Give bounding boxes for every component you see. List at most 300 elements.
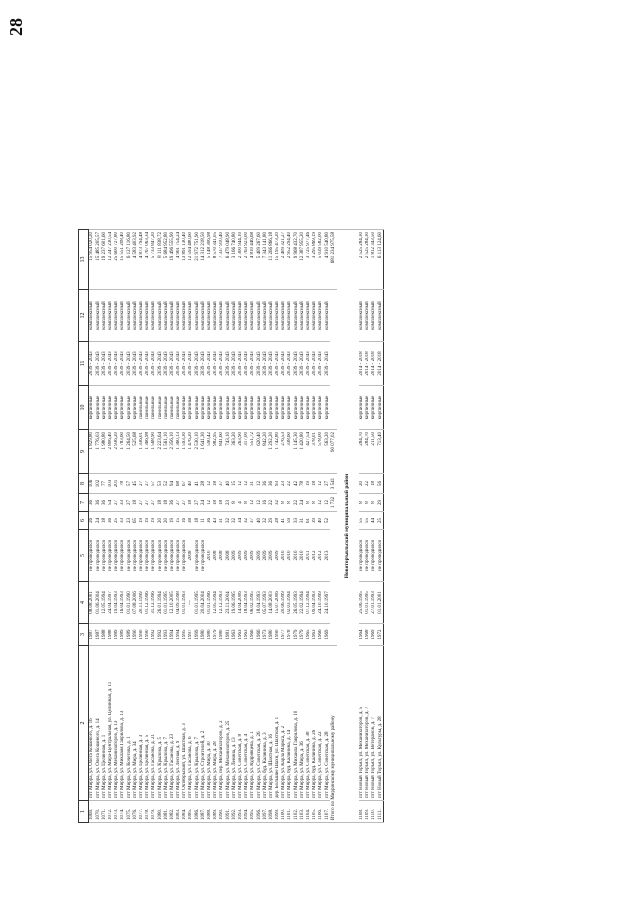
table-cell: пгт Мирра, буд. Калинина, д. 3: [262, 646, 268, 801]
table-cell: не проводился: [157, 530, 163, 582]
table-cell: комплексный: [365, 290, 371, 342]
table-cell: кирпичные: [318, 386, 324, 430]
table-cell: 2039 - 2043: [163, 342, 169, 386]
table-cell: 61: [306, 512, 312, 530]
table-cell: 19 496 555,90: [169, 230, 175, 290]
table-cell: 2039 - 2043: [219, 342, 225, 386]
table-cell: комплексный: [114, 290, 120, 342]
table-cell: 25: [377, 512, 384, 530]
table-cell: 1071.: [101, 801, 107, 823]
table-cell: пгт Мирра, буд. Калинина, д. 26: [312, 646, 318, 801]
table-cell: 2 525 284,30: [365, 230, 371, 290]
table-cell: 12.05.1994: [101, 582, 107, 624]
table-cell: 2039 - 2043: [225, 342, 231, 386]
table-cell: пгт Мирра, ул. Гасанова, д. 21: [151, 646, 157, 801]
table-cell: 2 763 923,00: [244, 230, 250, 290]
table-cell: 20: [163, 512, 169, 530]
table-cell: 18: [188, 494, 194, 512]
table-cell: 4 910 540,80: [324, 230, 330, 290]
table-cell: пгт Мирра, ул. Кудрявцева, д. 1: [250, 646, 256, 801]
section-heading-row: [337, 230, 359, 823]
table-cell: 2008: [213, 530, 219, 582]
table-cell: пгт Мирра, ул. Мира-Центральная, ул. Целинная, д. 11: [108, 646, 114, 801]
table-cell: 1086.: [194, 801, 200, 823]
table-cell: 19: [145, 512, 151, 530]
table-cell: 7 337 910,40: [219, 230, 225, 290]
table-cell: 27: [176, 494, 182, 512]
table-cell: 01.01.1990: [126, 582, 132, 624]
table-cell: 1977: [281, 624, 287, 646]
table-cell: 15.07.2006: [275, 582, 281, 624]
table-cell: комплексный: [238, 290, 244, 342]
table-cell: 1098.: [268, 801, 274, 823]
table-cell: 1980: [200, 624, 206, 646]
table-row: [89, 230, 96, 823]
table-cell: 8 111 838,72: [157, 230, 163, 290]
table-cell: —: [188, 582, 194, 624]
table-cell: 1990: [139, 624, 145, 646]
table-cell: 2039 - 2043: [120, 342, 126, 386]
table-cell: 4 873 794,48: [139, 230, 145, 290]
table-cell: 43: [213, 512, 219, 530]
table-cell: 1997: [188, 624, 194, 646]
table-cell: комплексный: [299, 290, 305, 342]
table-cell: 1 336,01: [139, 430, 145, 474]
table-cell: 15 195 473,20: [275, 230, 281, 290]
table-cell: кирпичные: [262, 386, 268, 430]
table-cell: 1074.: [120, 801, 126, 823]
table-cell: 2 300 944,10: [238, 230, 244, 290]
table-cell: 3 725 977,46: [306, 230, 312, 290]
table-cell: пгт Мирра, ул. Гасанова, д. 23: [169, 646, 175, 801]
column-number-3: 3: [79, 624, 89, 646]
table-cell: 52: [324, 512, 330, 530]
table-cell: кирпичные: [299, 386, 305, 430]
table-cell: 4 961 754,24: [176, 230, 182, 290]
table-cell: 18: [163, 494, 169, 512]
table-cell: 1104.: [306, 801, 312, 823]
table-cell: пгт Мирра, ул. Ленина, д. 13: [231, 646, 237, 801]
table-cell: 2039 - 2043: [318, 342, 324, 386]
table-cell: не проводился: [126, 530, 132, 582]
table-cell: комплексный: [145, 290, 151, 342]
table-cell: 2009: [262, 530, 268, 582]
table-cell: не проводился: [151, 530, 157, 582]
table-cell: 2039 - 2043: [250, 342, 256, 386]
table-cell: комплексный: [194, 290, 200, 342]
table-cell: 284,70: [365, 430, 371, 474]
table-cell: 18: [219, 494, 225, 512]
table-cell: 1966: [256, 624, 262, 646]
table-cell: 1966: [318, 624, 324, 646]
table-cell: 1106.: [318, 801, 324, 823]
table-cell: 12 247 230,54: [108, 230, 114, 290]
table-cell: 2039 - 2043: [126, 342, 132, 386]
table-cell: 1 420,80: [299, 430, 305, 474]
table-cell: 29: [268, 512, 274, 530]
table-cell: 2014 - 2018: [377, 342, 384, 386]
table-cell: не проводился: [89, 530, 96, 582]
table-cell: 2039 - 2043: [151, 342, 157, 386]
table-cell: 2009: [256, 530, 262, 582]
table-cell: кирпичные: [238, 386, 244, 430]
table-cell: комплексный: [231, 290, 237, 342]
table-cell: 1099.: [275, 801, 281, 823]
total-cell: Итого по Мирринскому муниципальному району: [330, 646, 336, 823]
table-cell: 1069.: [89, 801, 96, 823]
table-cell: 1963: [231, 624, 237, 646]
table-cell: 39: [312, 512, 318, 530]
table-cell: 1973: [262, 624, 268, 646]
table-cell: 1102.: [293, 801, 299, 823]
table-cell: 36: [101, 494, 107, 512]
table-cell: комплексный: [151, 290, 157, 342]
table-cell: 19: [306, 474, 312, 494]
table-cell: 2039 - 2043: [238, 342, 244, 386]
table-cell: 1979: [299, 624, 305, 646]
table-cell: комплексный: [250, 290, 256, 342]
table-cell: кирпичные: [219, 386, 225, 430]
table-cell: 15: [176, 512, 182, 530]
table-cell: 8: [312, 494, 318, 512]
table-cell: не проводился: [182, 530, 188, 582]
table-cell: 6 127 116,80: [126, 230, 132, 290]
table-cell: пгт Мирра, ул. Советская, д. 4: [244, 646, 250, 801]
table-cell: 27: [139, 474, 145, 494]
table-cell: 1963: [312, 624, 318, 646]
table-cell: пгт Мирра, ул. Кочетова, д. 1: [126, 646, 132, 801]
table-cell: 36: [108, 512, 114, 530]
table-cell: 20.11.1999: [139, 582, 145, 624]
table-cell: 27: [126, 494, 132, 512]
table-cell: 1105.: [312, 801, 318, 823]
table-cell: 8 570 341,05: [213, 230, 219, 290]
table-cell: 14.04.2006: [238, 582, 244, 624]
table-cell: 1999: [194, 624, 200, 646]
table-cell: 2039 - 2043: [275, 342, 281, 386]
table-cell: 2014 - 2018: [371, 342, 377, 386]
table-cell: 22: [365, 474, 371, 494]
table-cell: 1966: [250, 624, 256, 646]
table-cell: 12: [250, 494, 256, 512]
table-cell: 8: [306, 494, 312, 512]
table-cell: 1089.: [213, 801, 219, 823]
table-cell: 31: [250, 474, 256, 494]
table-cell: 45: [132, 474, 138, 494]
table-cell: 01.01.1995: [365, 582, 371, 624]
table-cell: 1100.: [281, 801, 287, 823]
column-number-1: 1: [79, 801, 89, 823]
table-cell: 8: [281, 494, 287, 512]
table-cell: 2010: [293, 530, 299, 582]
table-cell: 1972: [377, 624, 384, 646]
table-cell: 842,20: [262, 430, 268, 474]
table-cell: 1987: [89, 624, 96, 646]
table-cell: 284,70: [359, 430, 365, 474]
table-cell: не проводился: [377, 530, 384, 582]
table-cell: 12: [207, 494, 213, 512]
table-cell: 1 980,80: [101, 430, 107, 474]
table-cell: 1079.: [151, 801, 157, 823]
table-cell: 12: [318, 474, 324, 494]
table-cell: дер. Большие Шахи, ул. Шахтная, д. 1: [275, 646, 281, 801]
table-cell: 1989: [120, 624, 126, 646]
table-cell: 1992: [151, 624, 157, 646]
table-cell: 1 360,13: [176, 430, 182, 474]
table-cell: 36: [169, 494, 175, 512]
table-cell: 24.04.1997: [108, 582, 114, 624]
table-cell: 28: [275, 512, 281, 530]
table-cell: 27: [182, 494, 188, 512]
table-cell: 18: [194, 512, 200, 530]
table-cell: 2039 - 2043: [231, 342, 237, 386]
table-cell: кирпичные: [268, 386, 274, 430]
table-cell: 14.08.2003: [268, 582, 274, 624]
table-cell: комплексный: [207, 290, 213, 342]
page-number: 28: [6, 18, 26, 36]
table-cell: кирпичные: [200, 386, 206, 430]
table-cell: пгт Мирра, ул. Целинная, д. 1: [101, 646, 107, 801]
table-cell: 27: [324, 474, 330, 494]
table-cell: пгт Мирра, ул. Крылова, д. 5: [157, 646, 163, 801]
table-cell: 59: [287, 512, 293, 530]
table-cell: комплексный: [213, 290, 219, 342]
table-cell: 2039 - 2043: [176, 342, 182, 386]
table-cell: кирпичные: [120, 386, 126, 430]
table-cell: 1979: [293, 624, 299, 646]
table-cell: 26: [89, 512, 96, 530]
table-cell: 1993: [163, 624, 169, 646]
table-cell: 27.01.1993: [371, 582, 377, 624]
table-cell: комплексный: [244, 290, 250, 342]
table-cell: комплексный: [176, 290, 182, 342]
table-cell: 2039 - 2043: [312, 342, 318, 386]
table-cell: 18: [101, 512, 107, 530]
table-cell: 27: [145, 474, 151, 494]
table-cell: 103: [108, 474, 114, 494]
table-cell: 1964: [359, 624, 365, 646]
table-cell: 09.04.1993: [312, 582, 318, 624]
table-cell: 1 776,03: [95, 430, 101, 474]
table-cell: пгт Мирра, ул. Мира, д. 28: [213, 646, 219, 801]
table-cell: 19.04.1993: [114, 582, 120, 624]
table-cell: 2039 - 2043: [101, 342, 107, 386]
table-cell: 1 366,98: [145, 430, 151, 474]
total-cell: 3 541: [330, 474, 336, 494]
table-cell: 33: [120, 512, 126, 530]
table-cell: 57: [151, 474, 157, 494]
table-cell: комплексный: [281, 290, 287, 342]
table-cell: 19.06.1995: [231, 582, 237, 624]
table-cell: 1989: [114, 624, 120, 646]
table-cell: 2039 - 2043: [293, 342, 299, 386]
table-cell: не проводился: [145, 530, 151, 582]
table-cell: кирпичные: [275, 386, 281, 430]
table-cell: 31: [219, 512, 225, 530]
table-cell: 01.01.1996: [207, 582, 213, 624]
table-cell: 1969: [371, 624, 377, 646]
table-cell: кирпичные: [126, 386, 132, 430]
table-cell: 32: [244, 512, 250, 530]
table-cell: 2039 - 2043: [287, 342, 293, 386]
table-cell: пгт Мирра, ул. Мира, д. 36: [299, 646, 305, 801]
table-cell: пгт Мирра, ул. Лесная, д. 9: [176, 646, 182, 801]
table-row: [377, 230, 384, 823]
table-cell: 4 767 063,34: [145, 230, 151, 290]
table-cell: 6 479 048,90: [225, 230, 231, 290]
table-cell: 2008: [188, 530, 194, 582]
table-cell: 4: [238, 494, 244, 512]
table-cell: комплексный: [219, 290, 225, 342]
table-cell: 2 530,10: [194, 430, 200, 474]
table-cell: 24.10.1997: [324, 582, 330, 624]
table-cell: 65: [132, 512, 138, 530]
table-cell: 27: [145, 494, 151, 512]
table-cell: не проводился: [120, 530, 126, 582]
table-cell: 18: [312, 474, 318, 494]
table-cell: кирпичные: [306, 386, 312, 430]
table-cell: 24.10.1999: [318, 582, 324, 624]
table-cell: 12: [324, 494, 330, 512]
table-cell: 1 641,30: [200, 430, 206, 474]
table-cell: 16: [262, 494, 268, 512]
table-cell: комплексный: [139, 290, 145, 342]
table-cell: кирпичные: [188, 386, 194, 430]
table-cell: 27: [114, 494, 120, 512]
table-cell: 36: [95, 494, 101, 512]
table-cell: пгт Мирра, ул. Советская, д. 28: [324, 646, 330, 801]
table-cell: 1088.: [207, 801, 213, 823]
table-cell: комплексный: [275, 290, 281, 342]
table-cell: 2009: [238, 530, 244, 582]
table-cell: 28: [200, 474, 206, 494]
table-cell: 1108.: [359, 801, 365, 823]
table-cell: 8: [287, 494, 293, 512]
table-cell: 317,00: [244, 430, 250, 474]
table-cell: 07.12.1994: [306, 582, 312, 624]
table-cell: 2039 - 2043: [262, 342, 268, 386]
column-number-12: 12: [79, 290, 89, 342]
column-number-6: 6: [79, 512, 89, 530]
table-cell: 2039 - 2043: [188, 342, 194, 386]
table-cell: 25: [114, 512, 120, 530]
table-cell: 1994: [169, 624, 175, 646]
table-cell: пгт Октябрьский, ул. Шахтная, д. 3: [182, 646, 188, 801]
table-cell: 1 568,90: [151, 430, 157, 474]
table-body: [89, 230, 384, 823]
table-cell: пгт Мирра, ул. Олега Кошевого, д. 14: [95, 646, 101, 801]
table-cell: 525,68: [132, 430, 138, 474]
table-cell: пгт Мирра, ул. Шахтная, д. 16: [268, 646, 274, 801]
table-cell: не проводился: [132, 530, 138, 582]
table-cell: 1078.: [145, 801, 151, 823]
table-cell: 08.08.2001: [89, 582, 96, 624]
table-cell: не проводился: [371, 530, 377, 582]
table-cell: 1 812 343,50: [371, 230, 377, 290]
table-cell: 2039 - 2043: [145, 342, 151, 386]
table-cell: 6 113 124,60: [377, 230, 384, 290]
table-cell: не проводился: [200, 530, 206, 582]
table-cell: 31: [299, 512, 305, 530]
table-cell: 1965: [306, 624, 312, 646]
table-cell: 22: [293, 494, 299, 512]
table-cell: 2 525 284,30: [359, 230, 365, 290]
table-cell: 01.12.1996: [145, 582, 151, 624]
table-cell: комплексный: [89, 290, 96, 342]
table-cell: 22.02.1994: [299, 582, 305, 624]
table-cell: пгт Мирра, ул. Советская, д. 22: [318, 646, 324, 801]
table-cell: 106: [89, 474, 96, 494]
table-cell: 1 292,20: [268, 430, 274, 474]
table-cell: 12: [207, 474, 213, 494]
column-number-13: 13: [79, 230, 89, 290]
table-cell: 26.05.1993: [293, 582, 299, 624]
table-cell: 1 742,80: [275, 430, 281, 474]
table-cell: 32: [262, 512, 268, 530]
column-number-10: 10: [79, 386, 89, 430]
table-cell: 18: [371, 474, 377, 494]
column-number-9: 9: [79, 430, 89, 474]
table-cell: пгт Мирра, ул. Олега Кошевого, д. 16: [89, 646, 96, 801]
table-cell: 1097.: [262, 801, 268, 823]
table-cell: комплексный: [306, 290, 312, 342]
table-cell: комплексный: [182, 290, 188, 342]
table-cell: 1988: [108, 624, 114, 646]
table-cell: 2 356,10: [169, 430, 175, 474]
table-cell: 55: [365, 512, 371, 530]
table-cell: 18.04.1993: [244, 582, 250, 624]
table-cell: 15 954 020,20: [89, 230, 96, 290]
table-cell: 06.02.1995: [250, 582, 256, 624]
table-cell: 15 485 205,57: [95, 230, 101, 290]
table-cell: комплексный: [126, 290, 132, 342]
table-cell: панельные: [151, 386, 157, 430]
table-cell: 01.01.1995: [163, 582, 169, 624]
table-cell: кирпичные: [95, 386, 101, 430]
table-cell: 1980: [219, 624, 225, 646]
table-cell: 1 829,80: [89, 430, 96, 474]
table-cell: 1101.: [287, 801, 293, 823]
table-cell: 1969: [324, 624, 330, 646]
section-heading: Новоторъяльский муниципальный район: [337, 230, 359, 823]
table-cell: 19: [169, 512, 175, 530]
table-cell: 2009: [275, 530, 281, 582]
table-cell: 40: [225, 474, 231, 494]
table-cell: 1963: [244, 624, 250, 646]
table-cell: 2039 - 2043: [306, 342, 312, 386]
table-cell: комплексный: [188, 290, 194, 342]
table-cell: 2039 - 2043: [169, 342, 175, 386]
total-cell: 90 077,02: [330, 430, 336, 474]
table-cell: панельные: [163, 386, 169, 430]
table-cell: не проводился: [95, 530, 101, 582]
table-cell: пгт Мирра, пер. Механизаторов, д. 2: [219, 646, 225, 801]
table-cell: не проводился: [139, 530, 145, 582]
table-cell: 1095.: [250, 801, 256, 823]
table-cell: пгт Новый Торъял, ул. Ветеранов, д. 7: [371, 646, 377, 801]
table-cell: кирпичные: [132, 386, 138, 430]
table-cell: 2039 - 2043: [157, 342, 163, 386]
table-cell: кирпичные: [231, 386, 237, 430]
table-cell: 01.01.1993: [182, 582, 188, 624]
column-number-row: [79, 230, 89, 823]
table-cell: 12.12.1993: [219, 582, 225, 624]
table-cell: кирпичные: [293, 386, 299, 430]
table-cell: 3 295 869,19: [312, 230, 318, 290]
table-cell: 33: [293, 512, 299, 530]
table-cell: 93: [275, 474, 281, 494]
table-cell: 27: [139, 494, 145, 512]
